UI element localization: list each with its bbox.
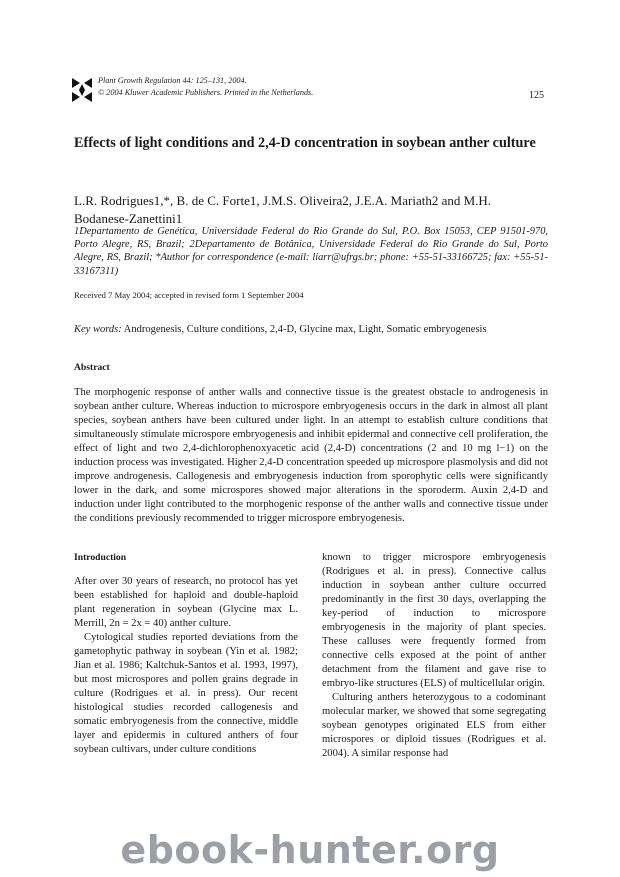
affiliations: 1Departamento de Genética, Universidade Federal do Rio Grande do Sul, P.O. Box 15053, CEP 91501-970, Porto Alegre, RS, Brazil; 2Departamento de Botânica, Universidade Federal do Rio Grande do Sul, Porto Alegre, RS, Brazil; *Author for correspondence (e-mail: liarr@ufrgs.br; phone: +55-51-33166725; fax: +55-51-33167311) <box>74 226 548 277</box>
abstract-heading: Abstract <box>74 362 110 373</box>
keywords-text: Androgenesis, Culture conditions, 2,4-D, Glycine max, Light, Somatic embryogenesis <box>123 324 487 335</box>
author-list: L.R. Rodrigues1,*, B. de C. Forte1, J.M.S. Oliveira2, J.E.A. Mariath2 and M.H. Bodanese-Zanettini1 <box>74 193 492 226</box>
intro-paragraph: Culturing anthers heterozygous to a codominant molecular marker, we showed that some segregating soybean genotypes originated ELS from either microspores or diploid tissues (Rodrigues et al. 2004). A similar response had <box>322 692 546 759</box>
received-dates: Received 7 May 2004; accepted in revised form 1 September 2004 <box>74 290 304 300</box>
intro-paragraph: Cytological studies reported deviations from the gametophytic pathway in soybean (Yin et al. 1982; Jian et al. 1986; Kaltchuk-Santos et al. 1993, 1997), but most microspores and pollen grains degrade in culture (Rodrigues et al. in press). Our recent histological studies recorded callogenesis and somatic embryogenesis from the connective, middle layer and epidermis in cultured anthers of four soybean cultivars, under culture conditions <box>74 632 298 755</box>
left-column <box>74 551 298 757</box>
journal-citation: Plant Growth Regulation 44: 125–131, 2004. <box>98 76 247 85</box>
right-column <box>322 551 546 761</box>
article-title: Effects of light conditions and 2,4-D concentration in soybean anther culture <box>74 135 536 151</box>
publisher-logo-icon <box>72 78 92 102</box>
intro-paragraph: After over 30 years of research, no protocol has yet been established for haploid and double-haploid plant regeneration in soybean (Glycine max L. Merrill, 2n = 2x = 40) anther culture. <box>74 576 298 629</box>
keywords-line <box>74 324 548 335</box>
introduction-heading: Introduction <box>74 552 127 563</box>
watermark-text: ebook-hunter.org <box>120 828 500 872</box>
page-number: 125 <box>529 90 544 101</box>
keywords-label: Key words: <box>74 324 122 335</box>
abstract-body: The morphogenic response of anther walls and connective tissue is the greatest obstacle to androgenesis in soybean anther culture. Whereas induction to microspore embryogenesis occurs in the dark in almost all plant species, soybean anthers have been cultured under light. In an attempt to establish culture conditions that simultaneously stimulate microspore embryogenesis and inhibit epidermal and connective cell proliferation, the effect of light and two 2,4-dichlorophenoxyacetic acid (2,4-D) concentrations (2 and 10 mg l−1) on the induction process was investigated. Higher 2,4-D concentration speeded up microspore plasmolysis and did not improve androgenesis. Callogenesis and embryogenesis induction from sporophytic cells were significantly lower in the dark, and some microspores showed major alterations in the sporoderm. Auxin 2,4-D and induction under light contributed to the morphogenic response of the anther walls and connective tissue under the conditions previously recommended to trigger microspore embryogenesis. <box>74 387 548 524</box>
copyright-notice: © 2004 Kluwer Academic Publishers. Printed in the Netherlands. <box>98 88 314 97</box>
intro-paragraph: known to trigger microspore embryogenesis (Rodrigues et al. in press). Connective callus induction in soybean anther culture occurred predominantly in the first 30 days, overlapping the key-period of induction to microspore embryogenesis in the majority of plant species. These calluses were frequently formed from connective cells exposed at the point of anther detachment from the filament and gave rise to embryo-like structures (ELS) of multicellular origin. <box>322 552 546 689</box>
